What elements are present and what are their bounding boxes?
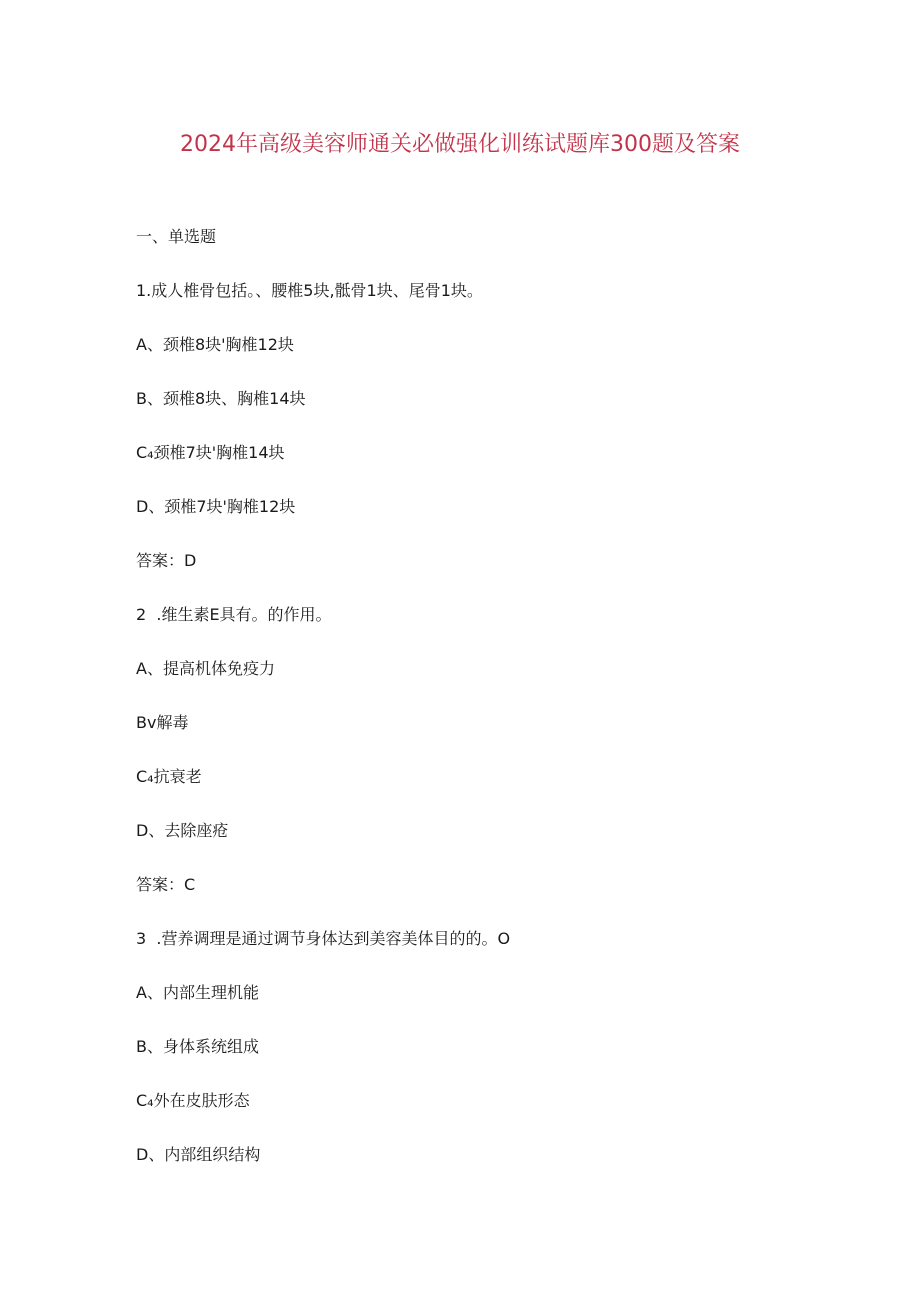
question-3-option-a: A、内部生理机能: [136, 983, 259, 1002]
question-1-option-c: C₄颈椎7块'胸椎14块: [136, 443, 285, 462]
question-1-option-a: A、颈椎8块'胸椎12块: [136, 335, 294, 354]
question-3-option-c: C₄外在皮肤形态: [136, 1091, 250, 1110]
question-1-option-b: B、颈椎8块、胸椎14块: [136, 389, 306, 408]
document-title: 2024年高级美容师通关必做强化训练试题库300题及答案: [180, 132, 740, 157]
question-1-answer: 答案：D: [136, 551, 197, 570]
question-3-stem: 3 .营养调理是通过调节身体达到美容美体目的的。O: [136, 929, 511, 948]
question-2-stem: 2 .维生素E具有。的作用。: [136, 605, 332, 624]
question-2-answer: 答案：C: [136, 875, 196, 894]
question-1-stem: 1.成人椎骨包括。、腰椎5块,骶骨1块、尾骨1块。: [136, 281, 483, 300]
question-3-option-d: D、内部组织结构: [136, 1145, 261, 1164]
question-2-option-d: D、去除座疮: [136, 821, 229, 840]
question-1-option-d: D、颈椎7块'胸椎12块: [136, 497, 296, 516]
question-2-option-a: A、提高机体免疫力: [136, 659, 275, 678]
question-2-option-c: C₄抗衰老: [136, 767, 202, 786]
question-2-option-b: Bv解毒: [136, 713, 189, 732]
section-heading: 一、单选题: [136, 227, 217, 246]
question-3-option-b: B、身体系统组成: [136, 1037, 259, 1056]
